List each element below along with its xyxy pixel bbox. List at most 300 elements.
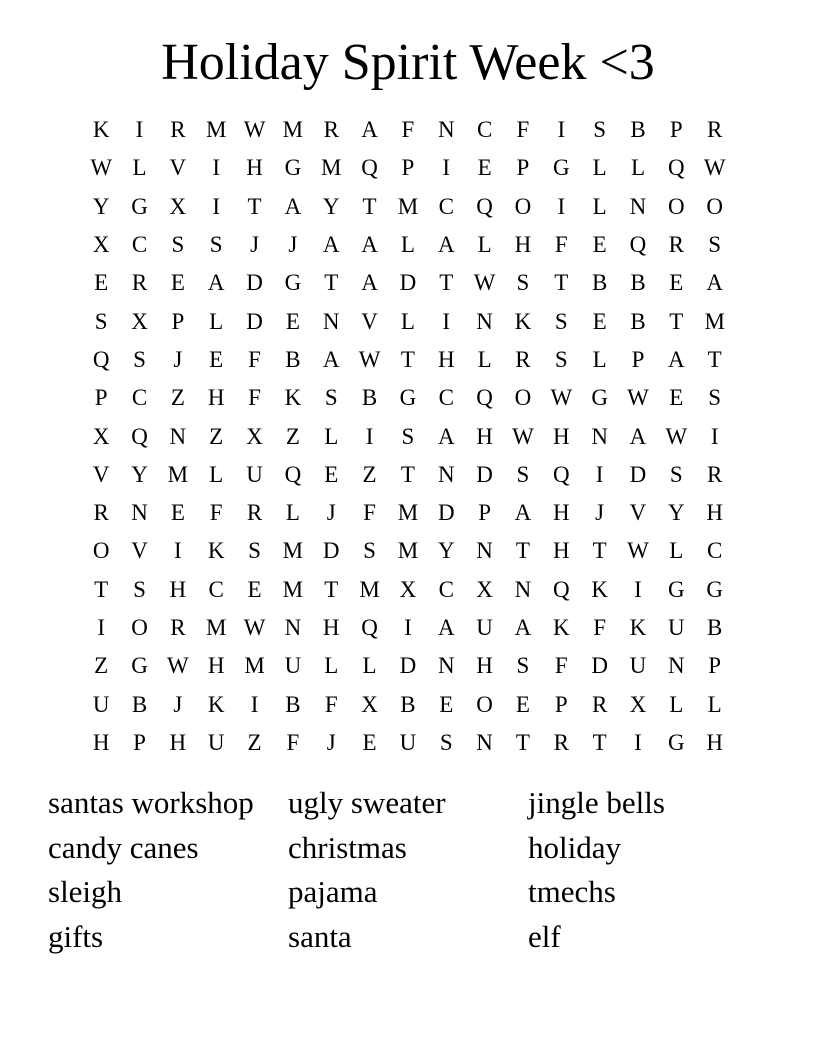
grid-letter: W [167,653,189,679]
grid-row [82,149,734,187]
grid-letter: E [170,270,185,296]
grid-letter: G [284,155,302,181]
grid-letter: C [131,232,148,258]
grid-letter: M [244,653,265,679]
grid-letter: M [205,117,227,143]
grid-letter: R [93,500,109,526]
grid-letter: L [592,193,607,219]
grid-row [82,532,734,570]
grid-letter: G [131,653,148,679]
grid-letter: M [359,576,380,602]
grid-letter: N [591,423,608,449]
grid-letter: C [208,576,224,602]
grid-letter: H [706,729,723,755]
grid-letter: H [246,155,263,181]
grid-letter: E [669,385,684,411]
grid-letter: J [250,232,260,258]
grid-letter: I [442,155,451,181]
word-list-item: ugly sweater [288,785,446,820]
grid-letter: Q [361,155,378,181]
grid-letter: S [554,346,568,372]
grid-letter: T [554,270,569,296]
word-list-item: gifts [48,919,104,955]
grid-letter: M [397,538,419,564]
grid-letter: R [246,500,263,526]
grid-letter: A [668,346,685,372]
word-list-item: jingle bells [528,785,665,820]
grid-letter: B [285,691,301,717]
grid-letter: R [591,691,608,717]
grid-letter: Y [437,538,455,564]
grid-letter: K [514,308,532,334]
grid-letter: I [365,423,374,449]
grid-letter: F [248,385,261,411]
grid-letter: D [322,538,340,564]
grid-letter: U [629,653,647,679]
grid-letter: T [324,270,339,296]
grid-letter: N [514,576,532,602]
grid-letter: N [437,117,455,143]
grid-letter: E [324,461,339,487]
grid-letter: P [94,385,108,411]
grid-letter: T [324,576,339,602]
grid-letter: X [361,691,378,717]
grid-letter: G [399,385,417,411]
grid-letter: W [512,423,534,449]
grid-letter: U [284,653,302,679]
grid-letter: E [94,270,109,296]
grid-letter: A [361,232,378,258]
grid-letter: R [170,615,186,640]
grid-letter: E [209,346,224,372]
grid-letter: Z [247,729,262,755]
grid-letter: S [248,538,261,564]
grid-letter: F [324,691,338,717]
grid-letter: D [629,461,647,487]
grid-letter: F [286,729,300,755]
grid-letter: F [593,615,607,640]
grid-letter: H [207,653,225,679]
grid-letter: T [592,538,607,564]
word-list-item: holiday [528,829,621,865]
grid-letter: H [476,423,493,449]
grid-letter: X [246,423,263,449]
grid-letter: E [170,500,185,526]
grid-letter: A [361,117,378,143]
grid-letter: P [171,308,185,334]
grid-letter: N [476,538,493,564]
grid-row [82,379,734,417]
grid-letter: H [514,232,532,258]
grid-letter: M [397,193,419,219]
grid-letter: C [438,193,454,219]
grid-letter: W [627,385,649,411]
grid-letter: M [282,538,304,564]
grid-letter: Z [209,423,224,449]
grid-letter: D [246,308,263,334]
grid-letter: A [437,232,455,258]
grid-letter: S [439,729,453,755]
grid-row [82,417,734,455]
grid-letter: U [668,615,685,640]
grid-letter: N [169,423,187,449]
grid-letter: E [592,232,607,258]
grid-letter: I [212,155,221,181]
grid-letter: I [595,461,604,487]
page-title: Holiday Spirit Week <3 [161,34,655,91]
grid-letter: H [169,576,187,602]
grid-letter: L [592,346,607,372]
grid-letter: L [400,232,415,258]
grid-letter: K [207,691,225,717]
grid-letter: C [438,576,454,602]
grid-letter: T [669,308,684,334]
grid-letter: M [282,576,304,602]
grid-letter: P [478,500,491,526]
grid-letter: H [552,500,570,526]
grid-letter: H [437,346,455,372]
grid-letter: N [476,729,493,755]
grid-letter: Q [361,615,378,640]
grid-letter: T [362,193,377,219]
grid-letter: Q [552,461,570,487]
grid-letter: L [362,653,377,679]
grid-letter: Q [92,346,110,372]
grid-letter: B [707,615,723,640]
grid-letter: O [514,385,532,411]
grid-row [82,341,734,379]
grid-letter: L [707,691,722,717]
grid-letter: R [553,729,569,755]
grid-letter: Q [284,461,302,487]
grid-letter: P [401,155,415,181]
grid-letter: X [131,308,148,334]
word-list [48,781,768,960]
grid-letter: X [92,423,110,449]
grid-letter: E [515,691,530,717]
grid-letter: S [324,385,338,411]
grid-row [82,571,734,609]
grid-letter: F [363,500,376,526]
grid-row [82,609,734,647]
grid-letter: P [133,729,146,755]
grid-letter: Y [668,500,685,526]
grid-letter: V [629,500,647,526]
grid-letter: N [131,500,148,526]
grid-letter: I [404,615,412,640]
grid-letter: A [322,346,340,372]
grid-letter: R [668,232,684,258]
grid-letter: M [282,117,304,143]
grid-letter: I [557,117,566,143]
grid-letter: Z [170,385,185,411]
grid-letter: U [246,461,263,487]
grid-letter: H [322,615,340,640]
word-list-item: sleigh [48,874,123,910]
grid-letter: I [442,308,451,334]
word-list-item: christmas [288,829,407,865]
grid-letter: V [131,538,148,564]
grid-letter: U [207,729,225,755]
grid-letter: F [401,117,415,143]
grid-letter: C [476,117,493,143]
grid-letter: S [94,308,108,334]
grid-letter: K [92,117,110,143]
grid-letter: Q [552,576,570,602]
grid-letter: N [322,308,340,334]
grid-letter: F [554,653,568,679]
grid-letter: B [630,308,646,334]
grid-letter: E [362,729,377,755]
grid-letter: Y [322,193,340,219]
grid-letter: I [557,193,566,219]
grid-letter: X [92,232,110,258]
grid-letter: Y [131,461,148,487]
grid-letter: I [174,538,182,564]
grid-letter: S [516,461,530,487]
grid-letter: A [437,423,455,449]
grid-letter: L [630,155,646,181]
letter-grid [82,111,734,762]
grid-letter: W [243,117,266,143]
grid-letter: O [514,193,532,219]
grid-letter: C [707,538,723,564]
grid-letter: A [437,615,455,640]
grid-letter: Q [476,193,493,219]
grid-letter: V [92,461,110,487]
grid-letter: H [92,729,110,755]
grid-letter: L [400,308,415,334]
grid-letter: F [209,500,223,526]
grid-letter: S [171,232,185,258]
grid-letter: G [284,270,302,296]
grid-letter: L [324,653,339,679]
grid-row [82,494,734,532]
grid-letter: H [706,500,723,526]
grid-letter: S [708,385,722,411]
grid-letter: A [514,500,532,526]
grid-letter: N [284,615,302,640]
word-list-item: santas workshop [48,785,254,820]
grid-letter: F [248,346,261,372]
grid-letter: Q [629,232,647,258]
grid-letter: H [476,653,493,679]
grid-letter: J [173,346,183,372]
grid-letter: K [591,576,608,602]
grid-letter: W [627,538,649,564]
grid-letter: Q [668,155,685,181]
grid-letter: I [634,729,642,755]
grid-letter: B [285,346,301,372]
grid-letter: W [550,385,573,411]
grid-letter: W [243,615,266,640]
grid-letter: N [476,308,493,334]
grid-letter: X [399,576,417,602]
word-list-item: candy canes [48,829,199,865]
grid-letter: U [476,615,493,640]
grid-letter: P [631,346,645,372]
grid-letter: G [706,576,723,602]
grid-letter: T [400,461,415,487]
grid-letter: C [438,385,454,411]
grid-letter: I [710,423,719,449]
grid-letter: O [706,193,723,219]
grid-letter: E [669,270,684,296]
grid-letter: T [515,729,530,755]
grid-letter: Q [131,423,148,449]
grid-letter: L [132,155,147,181]
grid-letter: E [477,155,492,181]
grid-letter: D [476,461,493,487]
grid-letter: B [591,270,608,296]
grid-letter: T [592,729,607,755]
grid-letter: L [209,308,224,334]
grid-letter: Q [476,385,493,411]
grid-letter: M [167,461,189,487]
grid-row [82,456,734,494]
grid-letter: M [205,615,227,640]
grid-letter: B [630,270,646,296]
grid-letter: P [669,117,683,143]
grid-letter: C [131,385,148,411]
grid-row [82,111,734,149]
grid-letter: I [634,576,642,602]
grid-letter: T [247,193,262,219]
grid-letter: I [250,691,259,717]
grid-letter: R [515,346,531,372]
grid-letter: M [321,155,342,181]
grid-letter: Z [285,423,300,449]
grid-letter: S [516,270,530,296]
grid-letter: V [361,308,378,334]
grid-row [82,188,734,226]
grid-letter: M [704,308,725,334]
grid-letter: U [92,691,110,717]
grid-letter: S [209,232,223,258]
grid-letter: W [703,155,726,181]
grid-letter: L [477,232,492,258]
grid-letter: A [706,270,723,296]
grid-letter: K [284,385,302,411]
grid-letter: N [437,653,455,679]
grid-letter: D [399,270,417,296]
grid-letter: L [324,423,339,449]
grid-letter: B [630,117,646,143]
grid-letter: T [439,270,454,296]
grid-letter: W [473,270,496,296]
grid-letter: A [322,232,340,258]
grid-row [82,647,734,685]
grid-letter: J [326,729,336,755]
grid-letter: D [437,500,455,526]
grid-letter: R [707,461,723,487]
grid-letter: N [437,461,455,487]
grid-letter: S [669,461,683,487]
grid-letter: J [173,691,183,717]
grid-letter: P [708,653,722,679]
grid-letter: T [707,346,722,372]
grid-letter: J [326,500,336,526]
grid-letter: S [516,653,530,679]
grid-letter: P [516,155,530,181]
grid-letter: E [247,576,262,602]
grid-row [82,685,734,723]
grid-letter: W [665,423,688,449]
grid-letter: D [591,653,608,679]
grid-letter: I [97,615,105,640]
grid-letter: F [516,117,530,143]
grid-letter: G [591,385,608,411]
grid-letter: S [554,308,568,334]
grid-letter: L [669,691,684,717]
grid-letter: L [285,500,300,526]
grid-letter: R [323,117,339,143]
word-list-item: santa [288,919,352,955]
grid-letter: M [397,500,419,526]
grid-letter: H [552,423,570,449]
word-list-item: tmechs [528,874,616,910]
grid-letter: A [361,270,378,296]
word-list-item: pajama [288,874,378,910]
grid-row [82,724,734,762]
grid-letter: V [169,155,187,181]
grid-letter: E [592,308,607,334]
grid-letter: W [90,155,113,181]
grid-letter: A [629,423,647,449]
grid-letter: B [400,691,416,717]
grid-letter: O [92,538,110,564]
grid-letter: K [629,615,647,640]
grid-letter: J [288,232,298,258]
grid-row [82,226,734,264]
grid-letter: R [131,270,148,296]
grid-letter: Z [94,653,109,679]
grid-letter: H [552,538,570,564]
grid-letter: F [554,232,568,258]
grid-letter: T [515,538,530,564]
grid-letter: B [361,385,378,411]
grid-letter: X [629,691,647,717]
grid-letter: S [708,232,722,258]
grid-letter: N [629,193,647,219]
grid-letter: D [399,653,417,679]
word-list-item: elf [528,919,561,955]
grid-letter: S [133,346,146,372]
grid-letter: H [207,385,225,411]
grid-letter: A [207,270,225,296]
grid-letter: L [209,461,224,487]
grid-letter: R [707,117,723,143]
grid-letter: S [593,117,607,143]
grid-letter: L [592,155,607,181]
grid-letter: G [668,576,685,602]
grid-letter: N [668,653,685,679]
grid-letter: T [400,346,415,372]
grid-letter: H [169,729,187,755]
grid-letter: Z [362,461,377,487]
grid-letter: A [514,615,532,640]
grid-letter: G [131,193,148,219]
grid-letter: G [668,729,685,755]
grid-letter: K [552,615,570,640]
grid-letter: S [401,423,415,449]
grid-letter: K [207,538,225,564]
grid-letter: O [476,691,493,717]
grid-letter: O [131,615,148,640]
grid-letter: G [552,155,570,181]
grid-letter: P [554,691,568,717]
grid-letter: S [133,576,146,602]
